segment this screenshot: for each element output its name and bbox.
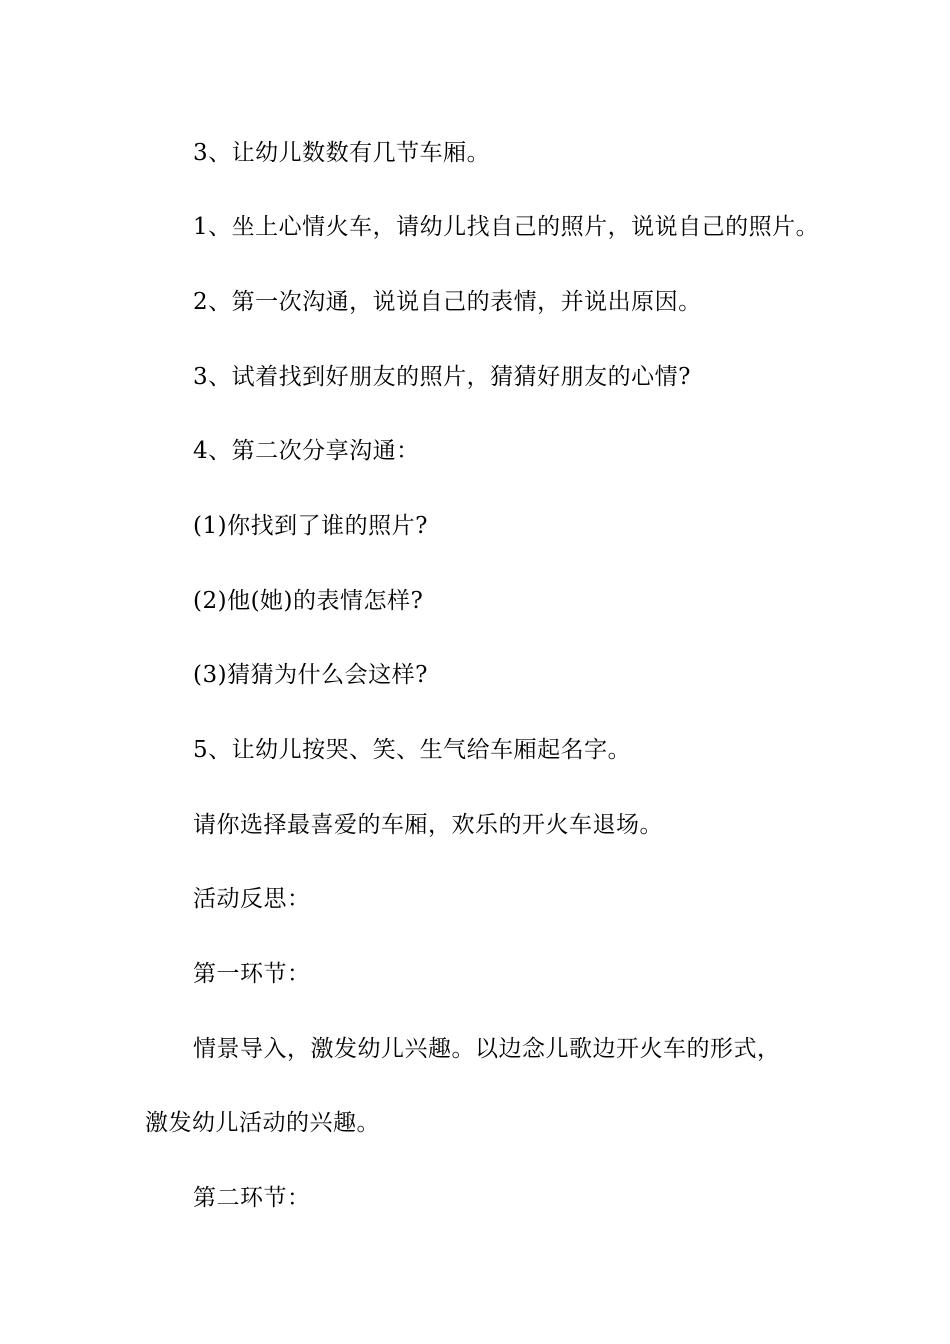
paragraph: 3、让幼儿数数有几节车厢。 <box>193 140 491 166</box>
paragraph: 4、第二次分享沟通： <box>193 438 420 464</box>
paragraph: 3、试着找到好朋友的照片，猜猜好朋友的心情? <box>193 364 691 390</box>
paragraph: 5、让幼儿按哭、笑、生气给车厢起名字。 <box>193 737 632 763</box>
list-item: (2)他(她)的表情怎样? <box>193 588 424 614</box>
section-heading: 第一环节： <box>193 961 311 987</box>
section-heading: 第二环节： <box>193 1185 311 1211</box>
list-item: (1)你找到了谁的照片? <box>193 513 428 539</box>
paragraph: 请你选择最喜爱的车厢，欢乐的开火车退场。 <box>193 812 663 838</box>
paragraph: 2、第一次沟通，说说自己的表情，并说出原因。 <box>193 289 702 315</box>
paragraph: 情景导入，激发幼儿兴趣。以边念儿歌边开火车的形式， <box>193 1036 781 1062</box>
list-item: (3)猜猜为什么会这样? <box>193 662 428 688</box>
section-heading: 活动反思： <box>193 886 311 912</box>
paragraph-continuation: 激发幼儿活动的兴趣。 <box>145 1110 380 1136</box>
paragraph: 1、坐上心情火车，请幼儿找自己的照片，说说自己的照片。 <box>193 214 820 240</box>
